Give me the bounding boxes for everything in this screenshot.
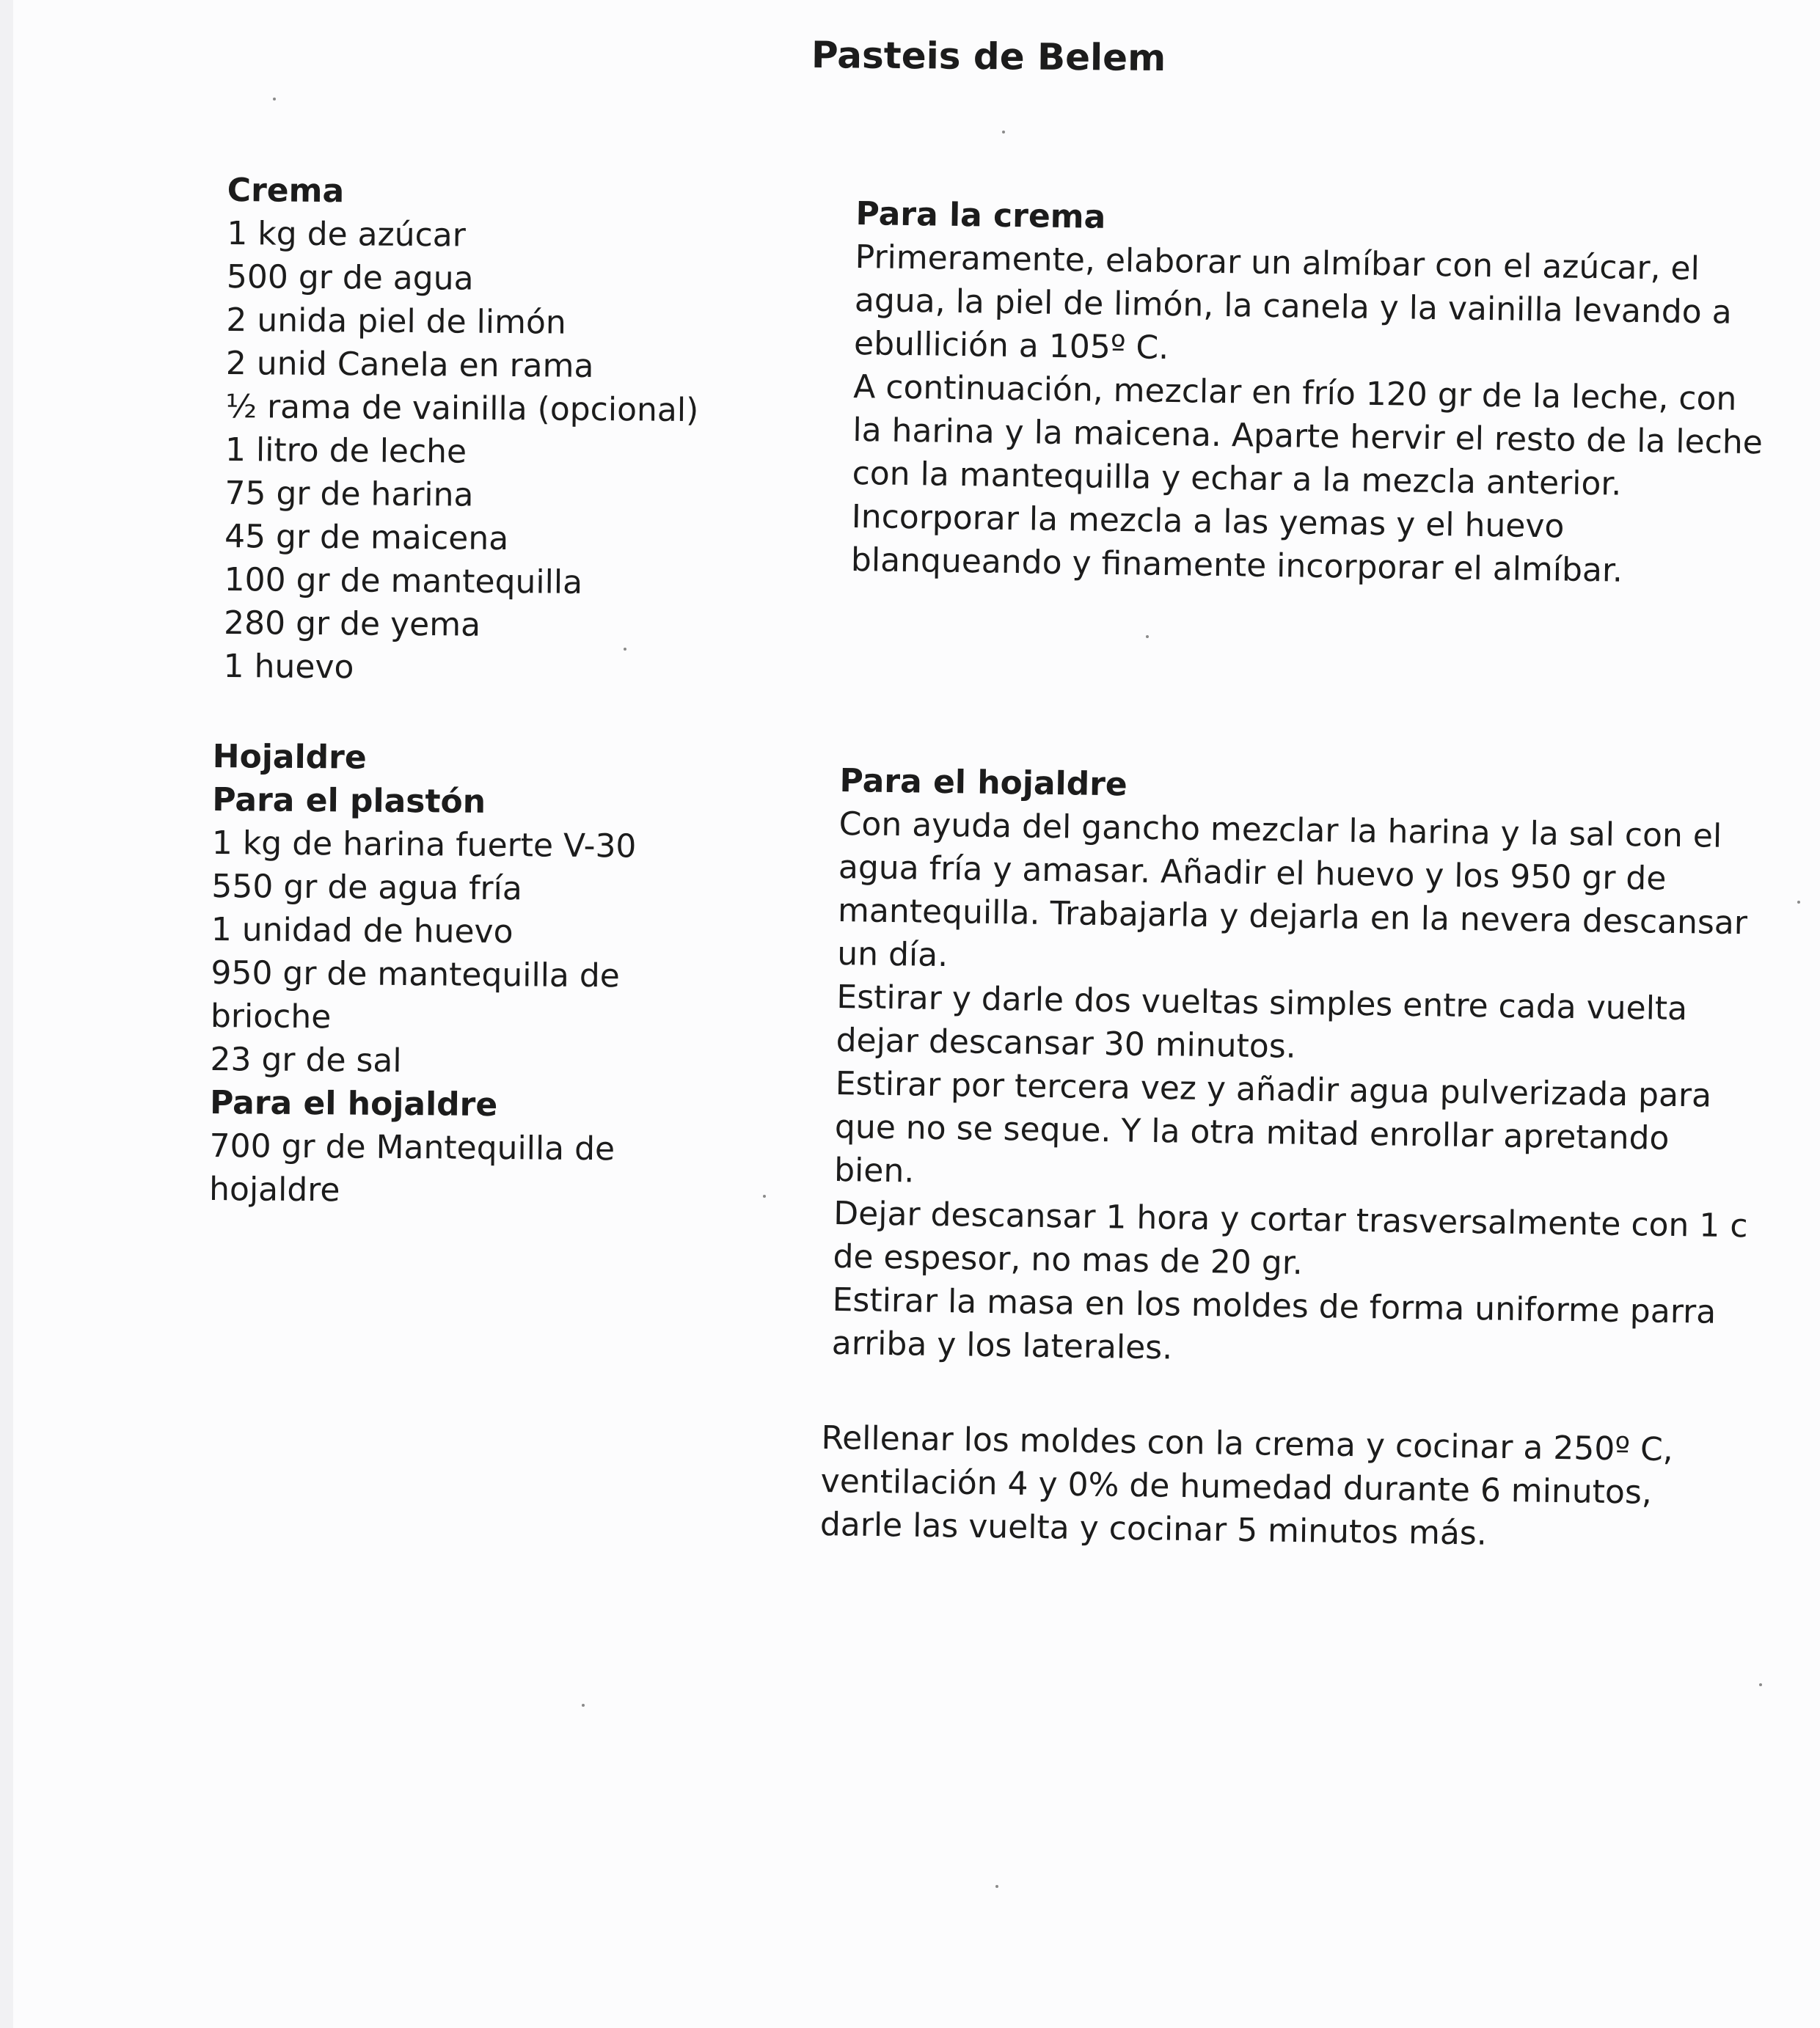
hojaldre-subheading: Para el hojaldre	[209, 1083, 498, 1124]
method-line: darle las vuelta y cocinar 5 minutos más.	[819, 1505, 1488, 1553]
ingredient-item: 550 gr de agua fría	[211, 867, 523, 908]
scan-speck	[1002, 131, 1005, 133]
scan-speck	[624, 648, 626, 651]
ingredient-item: hojaldre	[208, 1170, 340, 1209]
document-title: Pasteis de Belem	[811, 33, 1166, 80]
scan-speck	[995, 1885, 998, 1888]
ingredient-item: 280 gr de yema	[223, 604, 481, 644]
scan-speck	[1146, 635, 1149, 638]
ingredient-item: 2 unida piel de limón	[226, 301, 566, 342]
method-crema	[851, 192, 1766, 594]
method-line: ebullición a 105º C.	[853, 324, 1169, 367]
method-final	[820, 1416, 1674, 1558]
method-crema-heading: Para la crema	[855, 194, 1106, 236]
method-line: bien.	[833, 1151, 915, 1190]
ingredient-item: 45 gr de maicena	[224, 517, 509, 558]
method-line: blanqueando y finamente incorporar el almíbar.	[850, 541, 1623, 590]
method-line: Con ayuda del gancho mezclar la harina y la sal con el	[838, 805, 1722, 855]
method-line: arriba y los laterales.	[831, 1324, 1173, 1367]
method-line: Rellenar los moldes con la crema y cocinar a 250º C,	[821, 1418, 1674, 1469]
method-line: la harina y la maicena. Aparte hervir el resto de la leche	[852, 411, 1764, 462]
method-line: A continuación, mezclar en frío 120 gr de la leche, con	[852, 367, 1737, 418]
method-line: agua fría y amasar. Añadir el huevo y los 950 gr de	[838, 848, 1667, 898]
ingredient-item: 1 litro de leche	[224, 431, 467, 471]
scan-speck	[273, 98, 276, 100]
method-hojaldre-heading: Para el hojaldre	[839, 761, 1128, 804]
scan-speck	[582, 1704, 585, 1707]
scan-speck	[1759, 1683, 1762, 1686]
ingredients-hojaldre-heading: Hojaldre	[212, 737, 367, 777]
method-line: ventilación 4 y 0% de humedad durante 6 minutos,	[820, 1462, 1653, 1512]
ingredient-item: 700 gr de Mantequilla de	[209, 1127, 615, 1168]
ingredient-item: brioche	[210, 997, 332, 1036]
method-line: Primeramente, elaborar un almíbar con el azúcar, el	[855, 238, 1700, 288]
method-line: dejar descansar 30 minutos.	[836, 1021, 1297, 1066]
ingredients-crema	[223, 169, 700, 692]
method-line: agua, la piel de limón, la canela y la vainilla levando a	[854, 281, 1732, 332]
ingredient-item: 23 gr de sal	[210, 1040, 402, 1080]
scan-speck	[763, 1195, 766, 1198]
method-line: Estirar la masa en los moldes de forma uniforme parra	[832, 1281, 1717, 1331]
method-line: un día.	[836, 934, 949, 975]
ingredient-item: 950 gr de mantequilla de	[211, 953, 621, 995]
method-line: mantequilla. Trabajarla y dejarla en la nevera descansar	[837, 891, 1748, 942]
ingredient-item: ½ rama de vainilla (opcional)	[225, 387, 699, 430]
method-line: Incorporar la mezcla a las yemas y el huevo	[851, 497, 1565, 546]
method-line: de espesor, no mas de 20 gr.	[833, 1237, 1304, 1282]
method-line: Estirar por tercera vez y añadir agua pulverizada para	[835, 1064, 1712, 1115]
ingredient-item: 100 gr de mantequilla	[224, 560, 583, 601]
ingredient-item: 75 gr de harina	[224, 474, 474, 514]
method-line: Dejar descansar 1 hora y cortar trasversalmente con 1 c	[833, 1194, 1748, 1245]
ingredient-item: 1 kg de harina fuerte V-30	[211, 824, 637, 865]
ingredient-item: 2 unid Canela en rama	[225, 344, 594, 385]
method-line: Estirar y darle dos vueltas simples entre cada vuelta	[836, 978, 1688, 1028]
scan-speck	[1797, 901, 1800, 904]
ingredients-hojaldre	[209, 735, 637, 1215]
ingredient-item: 1 unidad de huevo	[211, 910, 514, 951]
plaston-heading: Para el plastón	[212, 780, 486, 821]
scan-edge	[0, 0, 13, 2028]
ingredient-item: 1 huevo	[223, 647, 354, 687]
method-hojaldre	[831, 759, 1754, 1377]
method-line: que no se seque. Y la otra mitad enrollar apretando	[834, 1108, 1670, 1157]
method-line: con la mantequilla y echar a la mezcla anterior.	[852, 454, 1622, 503]
ingredient-item: 1 kg de azúcar	[227, 214, 467, 255]
ingredients-crema-heading: Crema	[227, 171, 345, 211]
ingredient-item: 500 gr de agua	[226, 257, 474, 298]
